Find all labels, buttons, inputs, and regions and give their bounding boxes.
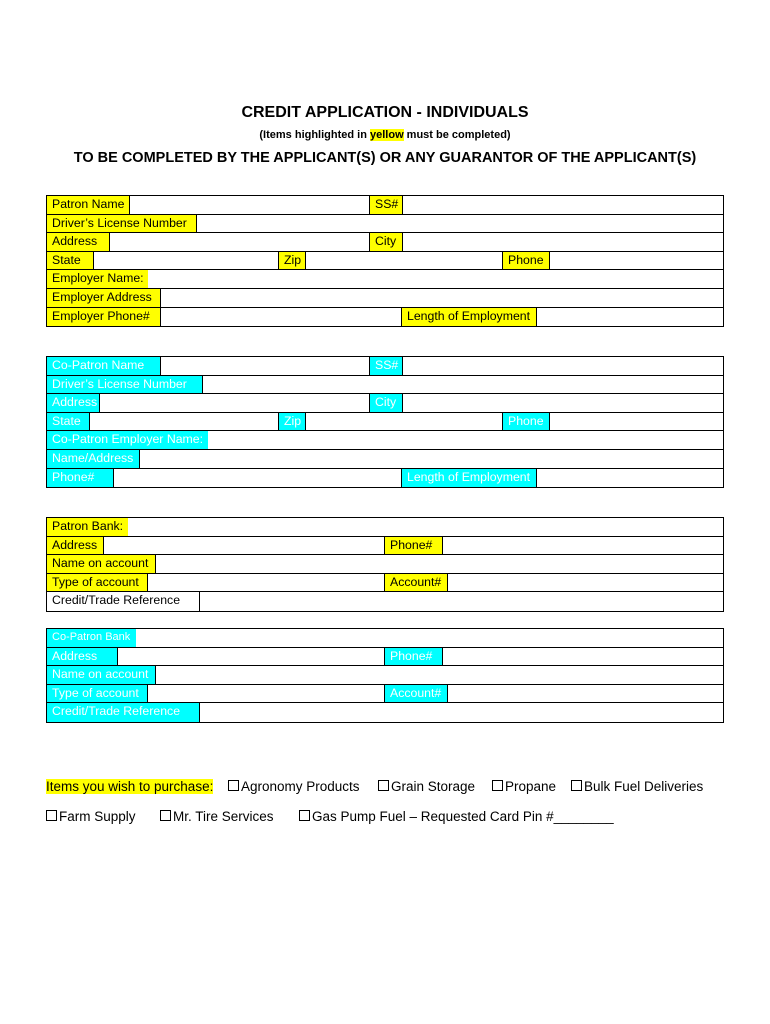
table-row [47,413,723,432]
patron-bank-address-label: Address [47,537,103,555]
patron-address-field[interactable] [109,233,370,251]
table-row [47,215,723,234]
checkbox-icon[interactable] [46,810,57,821]
copatron-name-address-field[interactable] [139,450,723,468]
patron-length-employment-field[interactable] [536,308,723,327]
patron-bank-reference-field[interactable] [199,592,723,611]
purchase-option-grain-storage[interactable] [378,779,475,794]
purchase-label [46,779,213,794]
purchase-option-label: Mr. Tire Services [173,809,274,824]
copatron-address-label: Address [47,394,99,412]
purchase-label-text: Items you wish to purchase: [46,779,214,794]
table-row [47,252,723,271]
copatron-phone-field[interactable] [549,413,723,431]
copatron-state-label: State [47,413,89,431]
patron-bank-reference-label: Credit/Trade Reference [52,593,181,608]
patron-bank-title-field[interactable] [128,518,723,536]
copatron-name-field[interactable] [160,357,370,375]
patron-bank-account-field[interactable] [447,574,723,592]
copatron-bank-phone-label: Phone# [385,648,442,666]
purchase-option-label: Agronomy Products [241,779,360,794]
checkbox-icon[interactable] [160,810,171,821]
table-row [47,469,723,488]
patron-bank-phone-label: Phone# [385,537,442,555]
patron-employer-name-field[interactable] [148,270,723,288]
patron-ss-field[interactable] [402,196,723,214]
purchase-option-mr-tire[interactable] [160,809,274,824]
table-row [47,537,723,556]
copatron-city-label: City [370,394,402,412]
purchase-option-label: Farm Supply [59,809,136,824]
table-row [47,703,723,722]
copatron-bank-reference-label: Credit/Trade Reference [47,703,199,722]
copatron-bank-table [46,628,724,723]
copatron-bank-account-label: Account# [385,685,447,703]
purchase-option-agronomy[interactable] [228,779,360,794]
copatron-bank-address-label: Address [47,648,117,666]
purchase-option-label: Grain Storage [391,779,476,794]
copatron-bank-title-field[interactable] [136,629,723,647]
patron-table [46,195,724,327]
table-row [47,648,723,667]
table-row [47,357,723,376]
purchase-option-farm-supply[interactable] [46,809,136,824]
copatron-license-label: Driver’s License Number [47,376,202,394]
patron-state-label: State [47,252,93,270]
patron-employer-name-label: Employer Name: [47,270,148,288]
patron-bank-name-label: Name on account [47,555,155,573]
copatron-state-field[interactable] [89,413,279,431]
patron-bank-address-field[interactable] [103,537,385,555]
subtitle-highlight: yellow [370,129,404,141]
copatron-bank-phone-field[interactable] [442,648,723,666]
purchase-option-label: Bulk Fuel Deliveries [584,779,704,794]
patron-employer-address-label: Employer Address [47,289,160,307]
patron-employer-address-field[interactable] [160,289,723,307]
copatron-address-field[interactable] [99,394,370,412]
copatron-employer-name-field[interactable] [208,431,723,449]
copatron-bank-account-field[interactable] [447,685,723,703]
purchase-option-label: Gas Pump Fuel – Requested Card Pin #________ [312,809,614,824]
copatron-ss-label: SS# [370,357,402,375]
page-subtitle [0,129,770,141]
checkbox-icon[interactable] [492,780,503,791]
table-row [47,592,723,611]
copatron-name-address-label: Name/Address [47,450,139,468]
patron-name-label: Patron Name [47,196,129,214]
table-row [47,308,723,327]
patron-bank-phone-field[interactable] [442,537,723,555]
copatron-table [46,356,724,488]
purchase-option-propane[interactable] [492,779,556,794]
patron-city-label: City [370,233,402,251]
table-row [47,270,723,289]
patron-bank-account-label: Account# [385,574,447,592]
purchase-option-gas-pump-fuel[interactable] [299,809,614,824]
copatron-zip-field[interactable] [305,413,503,431]
patron-employer-phone-label: Employer Phone# [47,308,160,327]
copatron-bank-reference-field[interactable] [199,703,723,722]
copatron-bank-name-field[interactable] [155,666,723,684]
table-row [47,431,723,450]
checkbox-icon[interactable] [299,810,310,821]
table-row [47,196,723,215]
patron-bank-type-label: Type of account [47,574,147,592]
patron-bank-title: Patron Bank: [47,518,128,536]
patron-ss-label: SS# [370,196,402,214]
patron-zip-label: Zip [279,252,305,270]
copatron-phone-label: Phone [503,413,549,431]
subtitle-before: (Items highlighted in [259,129,370,141]
patron-bank-type-field[interactable] [147,574,385,592]
patron-bank-table [46,517,724,612]
copatron-ss-field[interactable] [402,357,723,375]
checkbox-icon[interactable] [378,780,389,791]
table-row [47,289,723,308]
patron-city-field[interactable] [402,233,723,251]
patron-name-field[interactable] [129,196,370,214]
patron-phone-field[interactable] [549,252,723,270]
patron-employer-phone-field[interactable] [160,308,402,327]
copatron-city-field[interactable] [402,394,723,412]
table-row [47,450,723,469]
copatron-license-field[interactable] [202,376,723,394]
copatron-bank-type-field[interactable] [147,685,385,703]
subtitle-after: must be completed) [403,129,511,141]
purchase-option-bulk-fuel[interactable] [571,779,703,794]
patron-license-label: Driver’s License Number [47,215,196,233]
table-row [47,574,723,593]
copatron-bank-title: Co-Patron Bank [47,629,136,647]
table-row [47,233,723,252]
table-row [47,629,723,648]
copatron-phone-hash-label: Phone# [47,469,113,488]
copatron-phone-hash-field[interactable] [113,469,402,488]
table-row [47,666,723,685]
patron-length-employment-label: Length of Employment [402,308,536,327]
checkbox-icon[interactable] [571,780,582,791]
copatron-name-label: Co-Patron Name [47,357,160,375]
copatron-bank-address-field[interactable] [117,648,385,666]
patron-phone-label: Phone [503,252,549,270]
table-row [47,685,723,704]
patron-bank-name-field[interactable] [155,555,723,573]
patron-address-label: Address [47,233,109,251]
table-row [47,376,723,395]
patron-license-field[interactable] [196,215,723,233]
table-row [47,518,723,537]
table-row [47,394,723,413]
copatron-bank-type-label: Type of account [47,685,147,703]
purchase-option-label: Propane [505,779,557,794]
copatron-zip-label: Zip [279,413,305,431]
copatron-length-employment-label: Length of Employment [402,469,536,488]
copatron-bank-name-label: Name on account [47,666,155,684]
patron-state-field[interactable] [93,252,279,270]
checkbox-icon[interactable] [228,780,239,791]
page-title: CREDIT APPLICATION - INDIVIDUALS [241,104,529,121]
copatron-employer-name-label: Co-Patron Employer Name: [47,431,208,449]
table-row [47,555,723,574]
patron-zip-field[interactable] [305,252,503,270]
copatron-length-employment-field[interactable] [536,469,723,488]
section-heading: TO BE COMPLETED BY THE APPLICANT(S) OR ANY GUARANTOR OF THE APPLICANT(S) [73,150,697,166]
